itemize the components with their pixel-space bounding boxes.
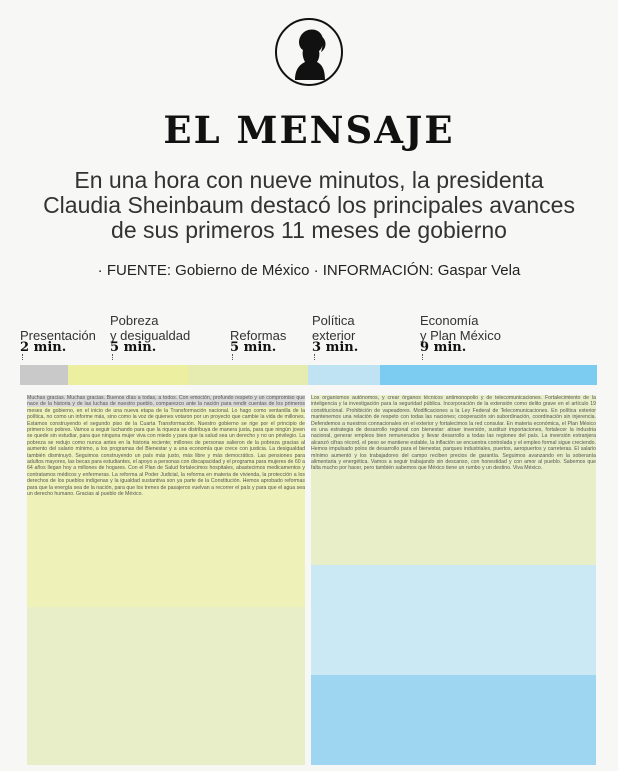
- segment-tick: [232, 354, 233, 360]
- segment-time: 3 min.: [312, 340, 359, 355]
- segment-label: Política: [312, 313, 355, 328]
- segment-time: 9 min.: [420, 340, 467, 355]
- segment-label: Reformas: [230, 328, 287, 343]
- credits: [0, 262, 618, 279]
- time-segments: [20, 295, 598, 385]
- segment-label: Presentación: [20, 328, 96, 343]
- transcript-text: Los organismos autónomos, y crear órganos técnicos antimonopolio y de telecomunicaciones. Fortalecimiento de la inteligencia y la investigación para la seguridad pública. Incorporación de la extensión como delito grave en el artículo 19 constitucional. Prohibición de vapeadores. Modificaciones a la Ley Federal de Telecomunicaciones. En política exterior mantenemos una relación de respeto con todas las naciones; cooperación sin subordinación, coordinación sin injerencia. Defendemos a nuestros connacionales en el exterior y fortalecimos la red consular. En materia económica, el Plan México es una estrategia de desarrollo regional con bienestar: atraer inversión, sustituir importaciones, fortalecer la industria nacional, generar empleos bien remunerados y llevar desarrollo a todas las regiones del país. La inversión extranjera alcanzó cifras récord, el peso se mantiene estable, la inflación se encuentra controlada y el empleo formal sigue creciendo. Hemos impulsado polos de desarrollo para el bienestar, parques industriales, puertos, aeropuertos y carreteras. El salario mínimo aumentó y los trabajadores del campo reciben precios de garantía. Seguimos avanzando en la soberanía alimentaria y energética. Vamos a seguir trabajando sin descanso, con honestidad y con amor al pueblo. Sabemos que falta mucho por hacer, pero también sabemos que México tiene un rumbo y un destino. Viva México.: [311, 395, 596, 472]
- info-value: Gaspar Vela: [437, 262, 521, 279]
- segment-time: 2 min.: [20, 340, 67, 355]
- segment-economia: [420, 295, 598, 385]
- segment-label: exterior: [312, 328, 356, 343]
- segment-label: y desigualdad: [110, 328, 191, 343]
- info-label: · INFORMACIÓN:: [313, 262, 434, 279]
- highlight-politica-exterior: [311, 565, 596, 675]
- segment-pobreza: [110, 295, 200, 385]
- segment-bar: [308, 365, 380, 385]
- transcript-left: [27, 395, 305, 765]
- segment-label: y Plan México: [420, 328, 501, 343]
- segment-bar: [68, 365, 188, 385]
- segment-bar: [188, 365, 308, 385]
- source-label: · FUENTE:: [97, 262, 171, 279]
- segment-time: 5 min.: [230, 340, 277, 355]
- woman-silhouette-icon: [275, 18, 343, 86]
- segment-tick: [422, 354, 423, 360]
- source-value: Gobierno de México: [175, 262, 310, 279]
- segment-label: Pobreza: [110, 313, 159, 328]
- segment-label: Economía: [420, 313, 479, 328]
- headline-line: Claudia Sheinbaum destacó los principales avances: [43, 192, 575, 218]
- highlight-economia: [311, 675, 596, 765]
- segment-tick: [314, 354, 315, 360]
- headline-line: En una hora con nueve minutos, la presidenta: [74, 167, 544, 193]
- segment-tick: [112, 354, 113, 360]
- segment-bar: [20, 365, 68, 385]
- transcript-right: [311, 395, 596, 765]
- headline-line: de sus primeros 11 meses de gobierno: [111, 217, 507, 243]
- segment-reformas: [230, 295, 320, 385]
- transcript-text: Muchas gracias. Muchas gracias. Buenos días a todas, a todos. Con emoción, profundo respeto y un compromiso que nace de la historia y de las luchas de nuestro pueblo, comparezco ante la nación para rendir cuentas de los primeros meses de gobierno, en el inicio de una nueva etapa de la Transformación nacional. Lo hago como ventanilla de la política, no como un informe más, sino como la voz de quienes votaron por un proyecto que cambie la vida de millones. Estamos construyendo el segundo piso de la Cuarta Transformación. Nuestro gobierno se rige por el principio de primero los pobres. Vamos a seguir luchando para que la riqueza se distribuya de manera justa, para que ningún joven se quede sin estudiar, para que ninguna mujer viva con miedo y para que la salud sea un derecho y no un privilegio. La pobreza se redujo como nunca antes en la historia reciente; millones de personas salieron de la pobreza gracias al aumento del salario mínimo, a los programas del Bienestar y a una economía que crece con justicia. La desigualdad también disminuyó. Seguimos construyendo un país más justo, más libre y más democrático. Las pensiones para adultos mayores, las becas para estudiantes, el apoyo a personas con discapacidad y el programa para mujeres de 60 a 64 años llegan hoy a millones de hogares. Con el Plan de Salud fortalecimos hospitales, abastecimos medicamentos y contratamos médicos y enfermeras. La reforma al Poder Judicial, la reforma en materia de vivienda, la protección a los derechos de los pueblos indígenas y la igualdad sustantiva son ya parte de la Constitución. Hemos aprobado reformas para que la energía sea de la nación, para que los trenes de pasajeros vuelvan a recorrer el país y para que el agua sea un derecho humano. Gracias al pueblo de México.: [27, 395, 305, 498]
- segment-tick: [22, 354, 23, 360]
- segment-time: 5 min.: [110, 340, 157, 355]
- masthead-title: EL MENSAJE: [163, 108, 455, 152]
- headline: [30, 168, 588, 243]
- highlight-reformas: [27, 607, 305, 765]
- segment-bar: [380, 365, 597, 385]
